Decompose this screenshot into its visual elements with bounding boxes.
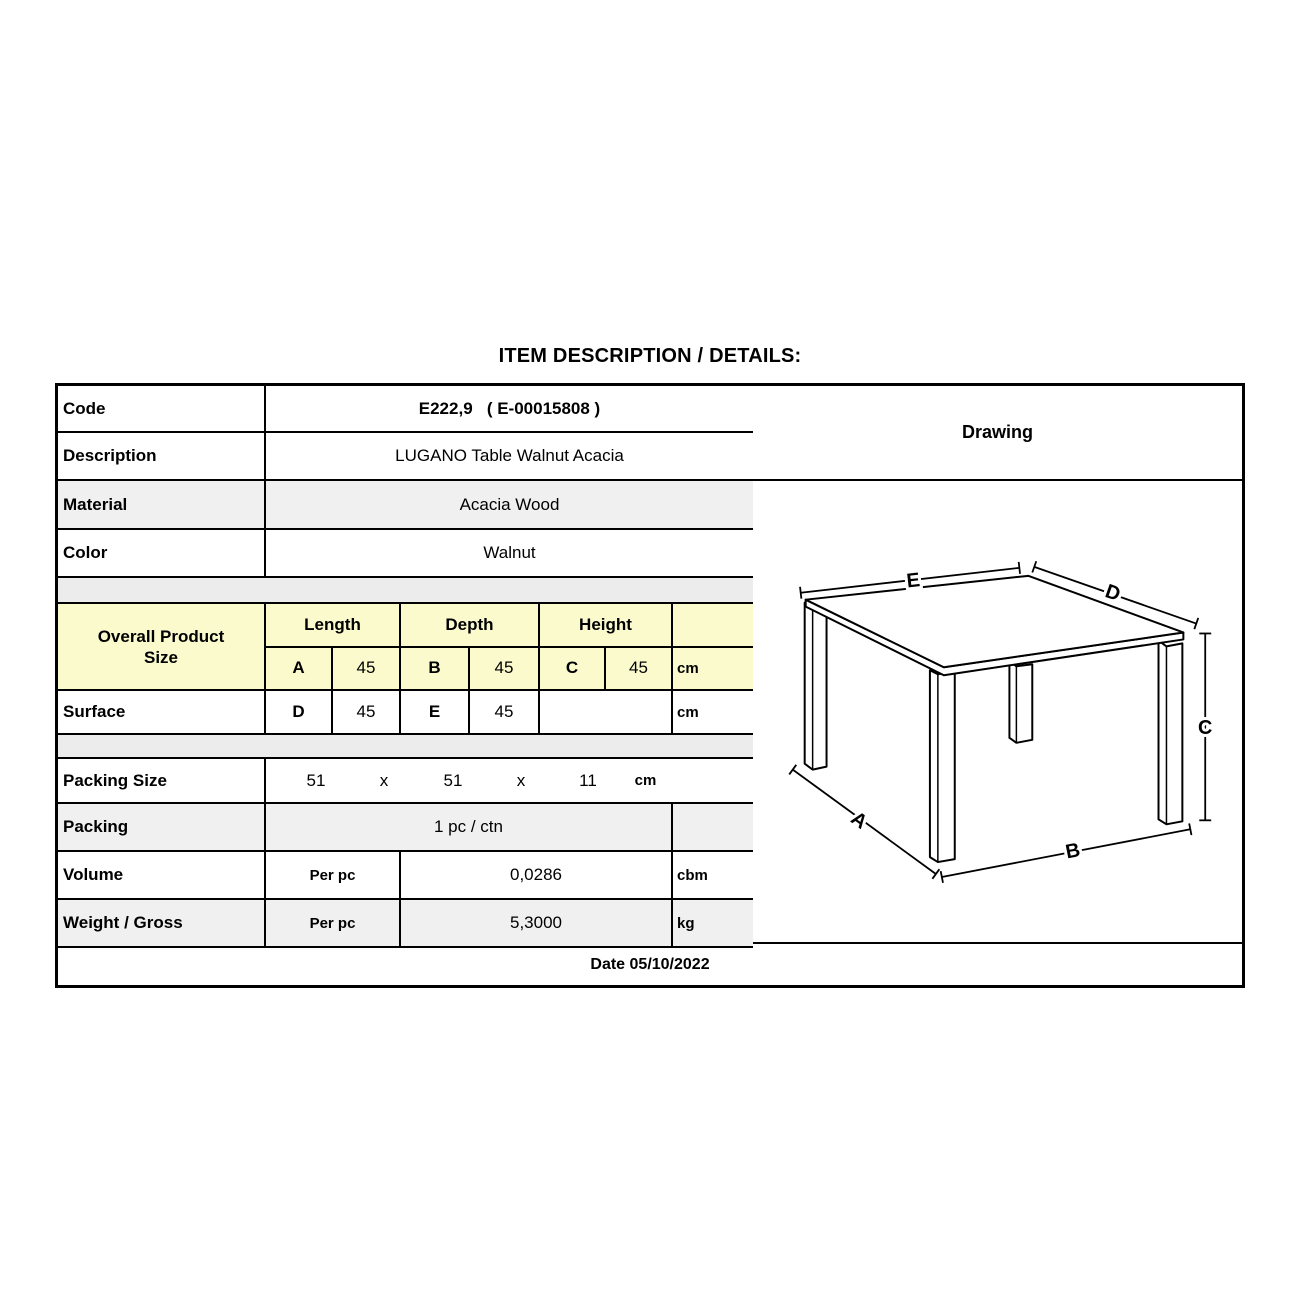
code-value: E222,9 ( E-00015808 ) [418,398,601,418]
row-description [58,433,753,481]
drawing-panel [753,386,1242,944]
date-text: Date 05/10/2022 [590,955,710,973]
row-code [58,386,753,433]
table-drawing [753,481,1242,940]
drawing-label-e: E [905,569,922,593]
dim-d-key: D [266,691,333,733]
length-header: Length [266,604,401,646]
weight-value: 5,3000 [401,900,673,946]
packing-size-v3: 11 [579,770,597,790]
row-overall-size [58,604,753,691]
drawing-label-d: D [1102,580,1124,606]
packing-size-x2: x [516,770,526,790]
table-leg-back [1009,661,1032,743]
size-values-row [266,648,753,689]
description-value: LUGANO Table Walnut Acacia [395,446,624,465]
overall-size-label [58,604,266,689]
packing-empty-cell [673,804,753,850]
dim-a-value: 45 [333,648,401,689]
dim-d-value: 45 [333,691,401,733]
dim-e-key: E [401,691,470,733]
spec-sheet-table [55,383,1245,988]
row-color [58,530,753,578]
table-leg-left [805,603,827,770]
size-unit: cm [673,648,753,689]
packing-size-v1: 51 [306,770,326,790]
spacer-row [58,578,753,604]
packing-size-label: Packing Size [58,759,266,802]
row-material [58,481,753,530]
table-top-surface [806,576,1184,667]
color-value: Walnut [483,543,536,562]
weight-label: Weight / Gross [58,900,266,946]
overall-size-label-line2: Size [143,647,179,667]
depth-header: Depth [401,604,540,646]
drawing-header: Drawing [753,386,1242,481]
surface-empty-cell [540,691,673,733]
size-header-row [266,604,753,648]
material-label: Material [58,481,266,528]
weight-per-pc: Per pc [266,900,401,946]
volume-label: Volume [58,852,266,898]
dim-b-value: 45 [470,648,540,689]
drawing-label-c: C [1198,716,1213,739]
row-weight [58,900,753,948]
table-leg-right [1159,640,1183,824]
row-volume [58,852,753,900]
description-label: Description [58,433,266,479]
packing-size-values [266,759,753,802]
dim-e-value: 45 [470,691,540,733]
dim-c-key: C [540,648,606,689]
volume-unit: cbm [677,866,708,884]
material-value: Acacia Wood [459,494,560,514]
row-packing [58,804,753,852]
packing-size-v2: 51 [443,770,463,790]
page-title: ITEM DESCRIPTION / DETAILS: [498,345,802,367]
dim-a-key: A [266,648,333,689]
packing-value: 1 pc / ctn [266,804,673,850]
drawing-label-a: A [846,807,872,834]
spacer-row [58,735,753,759]
date-row [58,944,1242,985]
row-packing-size [58,759,753,804]
size-header-empty [673,604,753,646]
color-label: Color [58,530,266,576]
overall-size-label-line1: Overall Product [97,626,225,646]
packing-label: Packing [58,804,266,850]
volume-value: 0,0286 [401,852,673,898]
dim-c-value: 45 [606,648,673,689]
drawing-label-b: B [1063,839,1083,864]
weight-unit: kg [677,914,695,932]
size-grid [266,604,753,689]
surface-label: Surface [58,691,266,733]
row-surface [58,691,753,735]
volume-per-pc: Per pc [266,852,401,898]
table-leg-front [930,670,955,862]
height-header: Height [540,604,673,646]
spec-left-section [58,386,753,948]
code-label: Code [58,386,266,431]
dim-b-key: B [401,648,470,689]
surface-unit: cm [677,703,699,721]
packing-size-unit: cm [634,772,657,789]
packing-size-x1: x [379,770,389,790]
